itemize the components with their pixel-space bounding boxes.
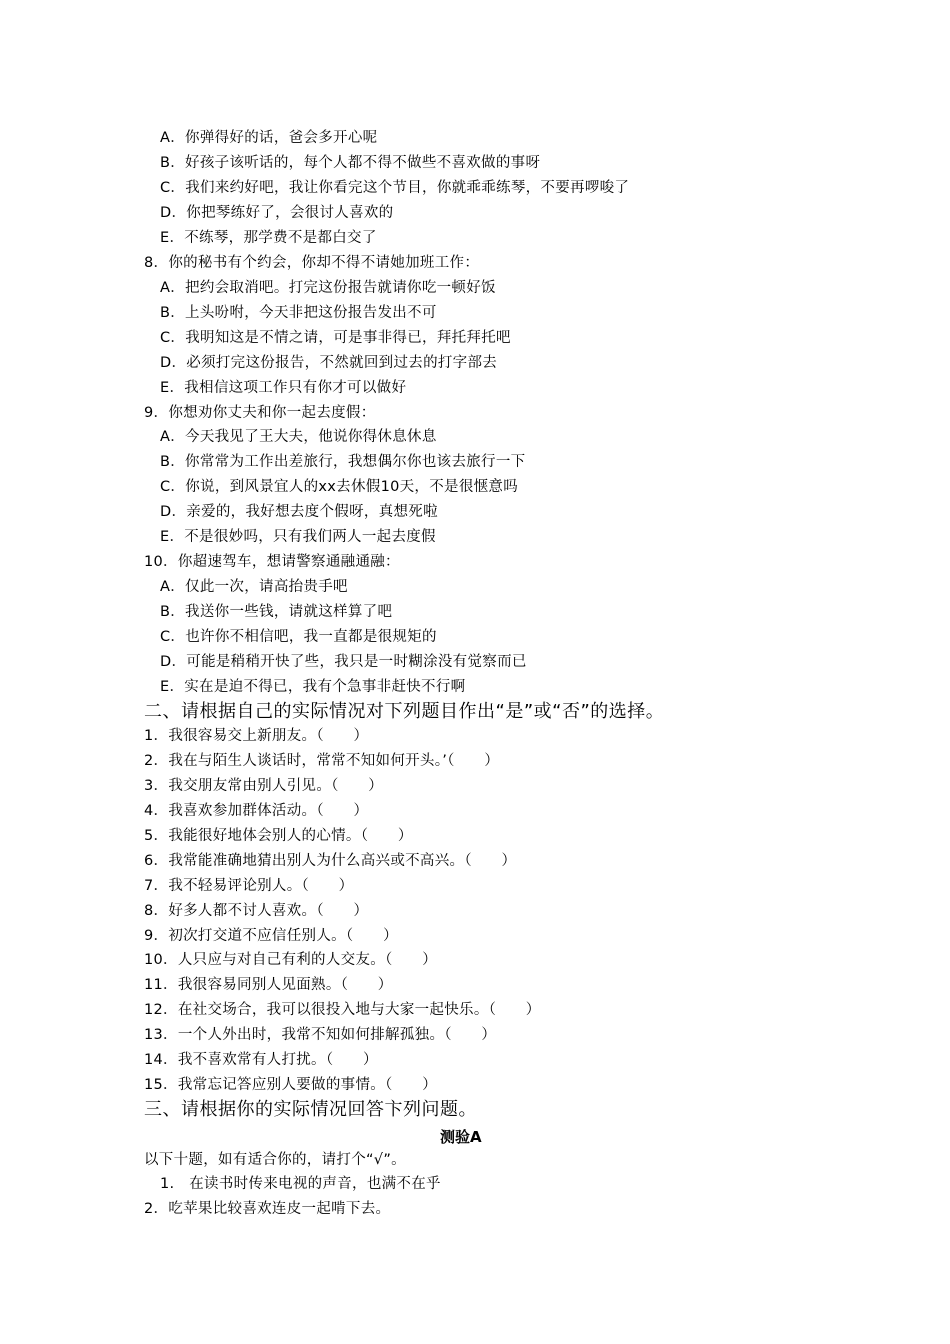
- section2-item-12: 12．在社交场合，我可以很投入地与大家一起快乐。（ ）: [144, 1002, 541, 1018]
- q8-option-c: C．我明知这是不情之请，可是事非得已，拜托拜托吧: [160, 330, 511, 346]
- q9-option-d: D．亲爱的，我好想去度个假呀，真想死啦: [160, 504, 438, 520]
- section2-item-3: 3．我交朋友常由别人引见。（ ）: [144, 778, 384, 794]
- q10-option-e: E．实在是迫不得已，我有个急事非赶快不行啊: [160, 679, 466, 695]
- section2-item-6: 6．我常能准确地猜出别人为什么高兴或不高兴。（ ）: [144, 853, 517, 869]
- q9-option-c: C．你说，到风景宜人的xx去休假10天，不是很惬意吗: [160, 479, 519, 495]
- section3-item-2: 2．吃苹果比较喜欢连皮一起啃下去。: [144, 1201, 391, 1217]
- q10-option-a: A．仅此一次，请高抬贵手吧: [160, 579, 348, 595]
- q9-option-b: B．你常常为工作出差旅行，我想偶尔你也该去旅行一下: [160, 454, 526, 470]
- section2-item-7: 7．我不轻易评论别人。（ ）: [144, 878, 354, 894]
- section3-heading: 三、请根据你的实际情况回答卞列问题。: [144, 1099, 477, 1120]
- q9-question: 9．你想劝你丈夫和你一起去度假：: [144, 405, 376, 421]
- section3-intro: 以下十题，如有适合你的，请打个“√”。: [144, 1152, 406, 1168]
- q8-question: 8．你的秘书有个约会，你却不得不请她加班工作：: [144, 255, 480, 271]
- q7-option-d: D．你把琴练好了，会很讨人喜欢的: [160, 205, 394, 221]
- q10-option-c: C．也许你不相信吧，我一直都是很规矩的: [160, 629, 437, 645]
- section2-item-15: 15．我常忘记答应别人要做的事情。（ ）: [144, 1077, 437, 1093]
- q8-option-e: E．我相信这项工作只有你才可以做好: [160, 380, 407, 396]
- q10-question: 10．你超速驾车，想请警察通融通融：: [144, 554, 400, 570]
- q9-option-a: A．今天我见了王大夫，他说你得休息休息: [160, 429, 437, 445]
- q9-option-e: E．不是很妙吗，只有我们两人一起去度假: [160, 529, 436, 545]
- section2-item-5: 5．我能很好地体会别人的心情。（ ）: [144, 828, 413, 844]
- section2-item-4: 4．我喜欢参加群体活动。（ ）: [144, 803, 369, 819]
- q7-option-e: E．不练琴，那学费不是都白交了: [160, 230, 377, 246]
- test-title: 测验A: [440, 1128, 482, 1146]
- q8-option-b: B．上头吩咐，今天非把这份报告发出不可: [160, 305, 437, 321]
- q7-option-a: A．你弹得好的话，爸会多开心呢: [160, 130, 378, 146]
- section2-item-9: 9．初次打交道不应信任别人。（ ）: [144, 928, 398, 944]
- section2-item-1: 1．我很容易交上新朋友。（ ）: [144, 728, 369, 744]
- section2-item-11: 11．我很容易同别人见面熟。（ ）: [144, 977, 393, 993]
- section2-item-10: 10．人只应与对自己有利的人交友。（ ）: [144, 952, 437, 968]
- section2-item-14: 14．我不喜欢常有人打扰。（ ）: [144, 1052, 378, 1068]
- q8-option-d: D．必须打完这份报告，不然就回到过去的打字部去: [160, 355, 498, 371]
- q8-option-a: A．把约会取消吧。打完这份报告就请你吃一顿好饭: [160, 280, 496, 296]
- section2-item-2: 2．我在与陌生人谈话时，常常不知如何开头。’（ ）: [144, 753, 500, 769]
- q7-option-b: B．好孩子该听话的，每个人都不得不做些不喜欢做的事呀: [160, 155, 541, 171]
- section2-item-13: 13．一个人外出时，我常不知如何排解孤独。（ ）: [144, 1027, 497, 1043]
- section2-item-8: 8．好多人都不讨人喜欢。（ ）: [144, 903, 369, 919]
- q10-option-b: B．我送你一些钱，请就这样算了吧: [160, 604, 393, 620]
- section2-heading: 二、请根据自己的实际情况对下列题目作出“是”或“否”的选择。: [144, 701, 665, 722]
- q7-option-c: C．我们来约好吧，我让你看完这个节目，你就乖乖练琴，不要再啰唆了: [160, 180, 630, 196]
- q10-option-d: D．可能是稍稍开快了些，我只是一时糊涂没有觉察而已: [160, 654, 527, 670]
- section3-item-1: 1. 在读书时传来电视的声音，也满不在乎: [160, 1176, 441, 1192]
